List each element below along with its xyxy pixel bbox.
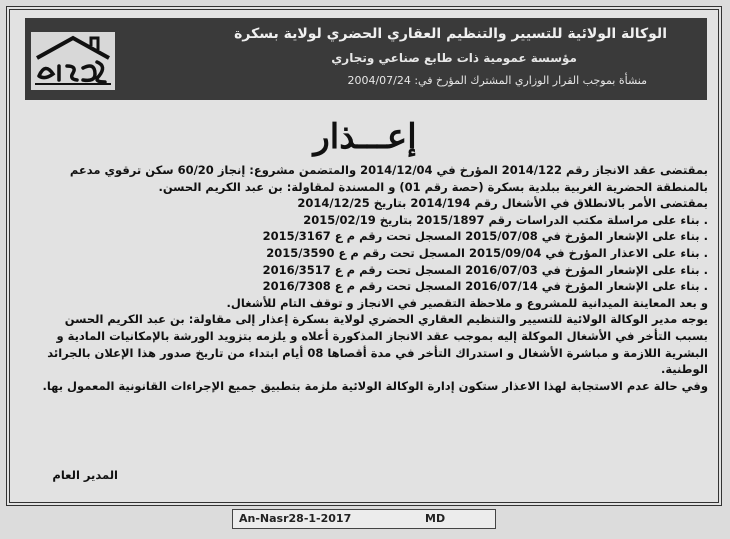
list-item: . بناء على الإشعار المؤرخ في 2016/07/14 المسجل تحت رقم م ع 2016/7308: [262, 279, 708, 294]
list-item: . بناء على الاعذار المؤرخ في 2015/09/04 المسجل تحت رقم م ع 2015/3590: [266, 245, 708, 260]
list-item: . بناء على الإشعار المؤرخ في 2015/07/08 المسجل تحت رقم م ع 2015/3167: [262, 229, 708, 244]
publication-footer: [232, 509, 496, 529]
notice-title: إعـــذار: [313, 117, 417, 157]
agency-type: مؤسسة عمومية ذات طابع صناعي وتجاري: [331, 51, 577, 65]
notice-body: [20, 162, 708, 394]
paragraph-line: بسبب التأخر في الأشغال الموكلة إليه بموجب عقد الانجاز المذكورة أعلاه و يلزمه بتزويد الورشة بالإمكانيات المادية و: [56, 328, 708, 343]
list-item: و بعد المعاينة الميدانية للمشروع و ملاحظة التقصير في الانجاز و توقف التام للأشغال.: [226, 295, 708, 310]
paragraph-line: بالمنطقة الحضرية الغربية ببلدية بسكرة (حصة رقم 01) و المسندة لمقاولة: بن عبد الكريم الحسن.: [158, 179, 708, 194]
paragraph-line: البشرية اللازمة و مباشرة الأشغال و استدراك التأخر في مدة أقصاها 08 أيام ابتداء من تاريخ صدور هذا الإعلان بالجرائد: [47, 345, 708, 360]
signature: المدير العام: [52, 468, 118, 482]
publication-source: An-Nasr28-1-2017: [239, 512, 352, 525]
paragraph-line: وفي حالة عدم الاستجابة لهذا الاعذار ستكون إدارة الوكالة الولائية ملزمة بتطبيق جميع الإجراءات القانونية المعمول بها.: [42, 378, 708, 393]
list-item: . بناء على مراسلة مكتب الدراسات رقم 2015/1897 بتاريخ 2015/02/19: [303, 212, 708, 227]
paragraph-line: بمقتضى عقد الانجاز رقم 2014/122 المؤرخ في 2014/12/04 والمتضمن مشروع: إنجاز 60/20 سكن ترقوي مدعم: [69, 163, 708, 177]
agency-header: [25, 18, 707, 100]
list-item: بمقتضى الأمر بالانطلاق في الأشغال رقم 2014/194 بتاريخ 2014/12/25: [297, 196, 708, 211]
publication-code: MD: [425, 512, 446, 525]
list-item: . بناء على الإشعار المؤرخ في 2016/07/03 المسجل تحت رقم م ع 2016/3517: [262, 262, 708, 277]
agency-name: الوكالة الولائية للتسيير والتنظيم العقاري الحضري لولاية بسكرة: [234, 26, 667, 42]
agency-logo-icon: [31, 32, 115, 90]
agency-decree: منشأة بموجب القرار الوزاري المشترك المؤرخ في: 2004/07/24: [347, 74, 647, 87]
paragraph-line: الوطنية.: [660, 362, 708, 377]
paragraph-line: يوجه مدير الوكالة الولائية للتسيير والتنظيم العقاري الحضري لولاية بسكرة إعذار إلى مقاولة: بن عبد الكريم الحسن: [64, 312, 708, 327]
